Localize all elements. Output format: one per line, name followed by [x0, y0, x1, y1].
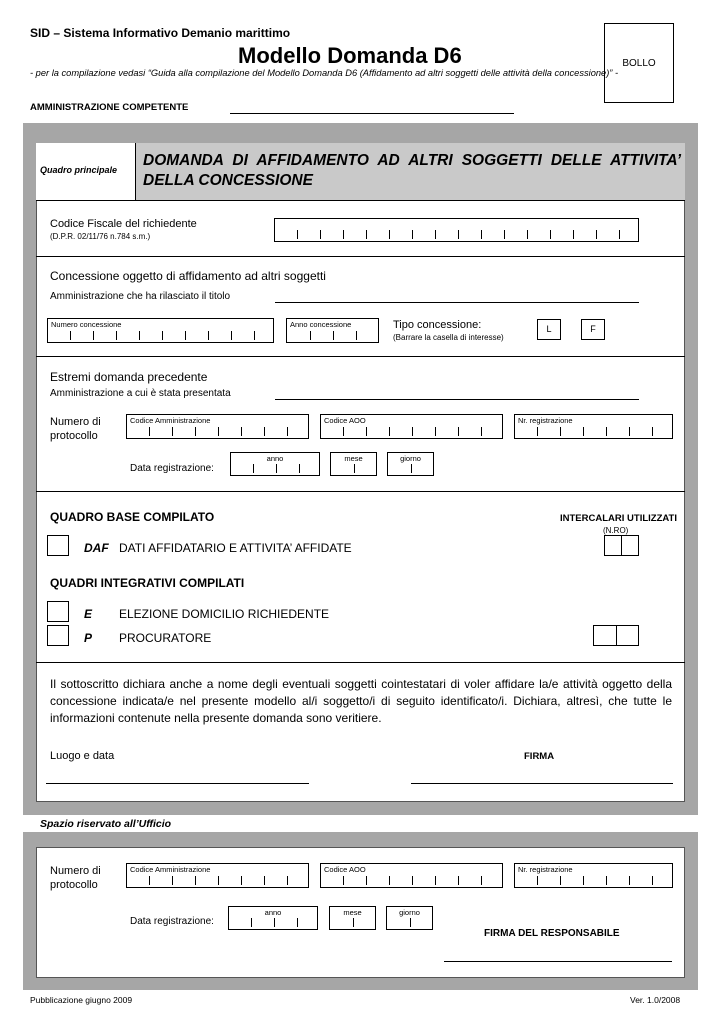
- daf-intercalari-input[interactable]: [604, 535, 639, 556]
- dichiarazione-text: Il sottoscritto dichiara anche a nome degli eventuali soggetti cointestatari di voler affidare la/e attività oggetto della concessione indicata/e nel presente modello al/i soggetto/i di seguito identificato/i. Dichiara, altresì, che tutte le informazioni contenute nella presente domanda sono veritiere.: [50, 677, 672, 725]
- divider: [36, 200, 685, 201]
- ufficio-codice-aoo-input[interactable]: [320, 863, 503, 888]
- footer-version: Ver. 1.0/2008: [630, 995, 681, 1005]
- divider: [36, 491, 685, 492]
- ufficio-nr-reg-label: Nr. registrazione: [518, 865, 573, 874]
- daf-label: DATI AFFIDATARIO E ATTIVITA’ AFFIDATE: [119, 541, 352, 555]
- tipo-concessione-note: (Barrare la casella di interesse): [393, 333, 504, 342]
- giorno-label: giorno: [400, 454, 421, 463]
- quadri-integrativi-heading: QUADRI INTEGRATIVI COMPILATI: [50, 576, 245, 590]
- ufficio-data-reg-label: Data registrazione:: [130, 916, 214, 927]
- ufficio-codice-amm-input[interactable]: [126, 863, 309, 888]
- form-title: Modello Domanda D6: [238, 43, 462, 68]
- concessione-amm-label: Amministrazione che ha rilasciato il titolo: [50, 291, 231, 302]
- domanda-precedente-amm-label: Amministrazione a cui è stata presentata: [50, 388, 231, 399]
- divider: [36, 662, 685, 663]
- ufficio-giorno-label: giorno: [399, 908, 420, 917]
- daf-checkbox[interactable]: [47, 535, 69, 556]
- ufficio-codice-aoo-label: Codice AOO: [324, 865, 366, 874]
- p-intercalari-input[interactable]: [593, 625, 639, 646]
- codice-amministrazione-input[interactable]: [126, 414, 309, 439]
- intercalari-label: INTERCALARI UTILIZZATI: [560, 513, 677, 524]
- data-registrazione-label: Data registrazione:: [130, 463, 214, 474]
- data-mese-input[interactable]: [330, 452, 377, 476]
- nro-label: (N.RO): [603, 526, 629, 535]
- luogo-data-label: Luogo e data: [50, 750, 115, 762]
- codice-fiscale-label: Codice Fiscale del richiedente: [50, 218, 197, 230]
- form-subtitle: - per la compilazione vedasi “Guida alla compilazione del Modello Domanda D6 (Affidamento ad altri soggetti delle attività della concessione)” -: [30, 68, 619, 78]
- anno-concessione-input[interactable]: [286, 318, 379, 343]
- codice-aoo-label: Codice AOO: [324, 416, 366, 425]
- footer-publication: Pubblicazione giugno 2009: [30, 995, 133, 1005]
- quadro-label-box: [36, 143, 136, 200]
- bollo-box: [604, 23, 674, 103]
- e-checkbox[interactable]: [47, 601, 69, 622]
- ufficio-mese-input[interactable]: [329, 906, 376, 930]
- quadro-label: Quadro principale: [40, 165, 118, 175]
- e-label: ELEZIONE DOMICILIO RICHIEDENTE: [119, 607, 330, 621]
- ufficio-protocollo-label-1: Numero di: [50, 865, 101, 877]
- codice-amministrazione-label: Codice Amministrazione: [130, 416, 211, 425]
- p-code: P: [84, 631, 93, 645]
- ufficio-nr-reg-input[interactable]: [514, 863, 673, 888]
- divider: [36, 256, 685, 257]
- protocollo-label-1: Numero di: [50, 416, 101, 428]
- ufficio-anno-label: anno: [264, 908, 282, 917]
- protocollo-label-2: protocollo: [50, 430, 98, 442]
- numero-concessione-label: Numero concessione: [51, 320, 122, 329]
- tipo-concessione-label: Tipo concessione:: [393, 319, 482, 331]
- codice-aoo-input[interactable]: [320, 414, 503, 439]
- ufficio-codice-amm-label: Codice Amministrazione: [130, 865, 211, 874]
- firma-field[interactable]: [411, 783, 673, 784]
- data-anno-input[interactable]: [230, 452, 320, 476]
- daf-code: DAF: [84, 541, 109, 555]
- firma-responsabile-label: FIRMA DEL RESPONSABILE: [484, 928, 620, 939]
- firma-responsabile-field[interactable]: [444, 961, 672, 962]
- amministrazione-field[interactable]: [230, 113, 514, 114]
- anno-label: anno: [266, 454, 284, 463]
- quadro-title: DOMANDA DI AFFIDAMENTO AD ALTRI SOGGETTI DELLE ATTIVITA’ DELLA CONCESSIONE: [143, 152, 681, 189]
- tipo-l-checkbox[interactable]: L: [537, 319, 561, 340]
- ufficio-anno-input[interactable]: [228, 906, 318, 930]
- nr-registrazione-input[interactable]: [514, 414, 673, 439]
- tipo-f-checkbox[interactable]: F: [581, 319, 605, 340]
- quadro-base-heading: QUADRO BASE COMPILATO: [50, 510, 215, 524]
- ufficio-giorno-input[interactable]: [386, 906, 433, 930]
- mese-label: mese: [344, 454, 363, 463]
- system-name: SID – Sistema Informativo Demanio marittimo: [30, 26, 291, 40]
- ufficio-mese-label: mese: [343, 908, 362, 917]
- amministrazione-label: AMMINISTRAZIONE COMPETENTE: [30, 102, 189, 113]
- domanda-precedente-amm-field[interactable]: [275, 399, 639, 400]
- concessione-heading: Concessione oggetto di affidamento ad altri soggetti: [50, 269, 326, 283]
- divider: [36, 356, 685, 357]
- data-giorno-input[interactable]: [387, 452, 434, 476]
- p-label: PROCURATORE: [119, 631, 212, 645]
- numero-concessione-input[interactable]: [47, 318, 274, 343]
- ufficio-heading: Spazio riservato all’Ufficio: [40, 818, 172, 830]
- nr-registrazione-label: Nr. registrazione: [518, 416, 573, 425]
- codice-fiscale-note: (D.P.R. 02/11/76 n.784 s.m.): [50, 232, 151, 241]
- luogo-data-field[interactable]: [46, 783, 309, 784]
- p-checkbox[interactable]: [47, 625, 69, 646]
- e-code: E: [84, 607, 93, 621]
- bollo-label: BOLLO: [622, 58, 656, 69]
- codice-fiscale-input[interactable]: [274, 218, 639, 242]
- concessione-amm-field[interactable]: [275, 302, 639, 303]
- domanda-precedente-heading: Estremi domanda precedente: [50, 370, 208, 384]
- ufficio-protocollo-label-2: protocollo: [50, 879, 98, 891]
- firma-label: FIRMA: [524, 751, 555, 762]
- anno-concessione-label: Anno concessione: [290, 320, 352, 329]
